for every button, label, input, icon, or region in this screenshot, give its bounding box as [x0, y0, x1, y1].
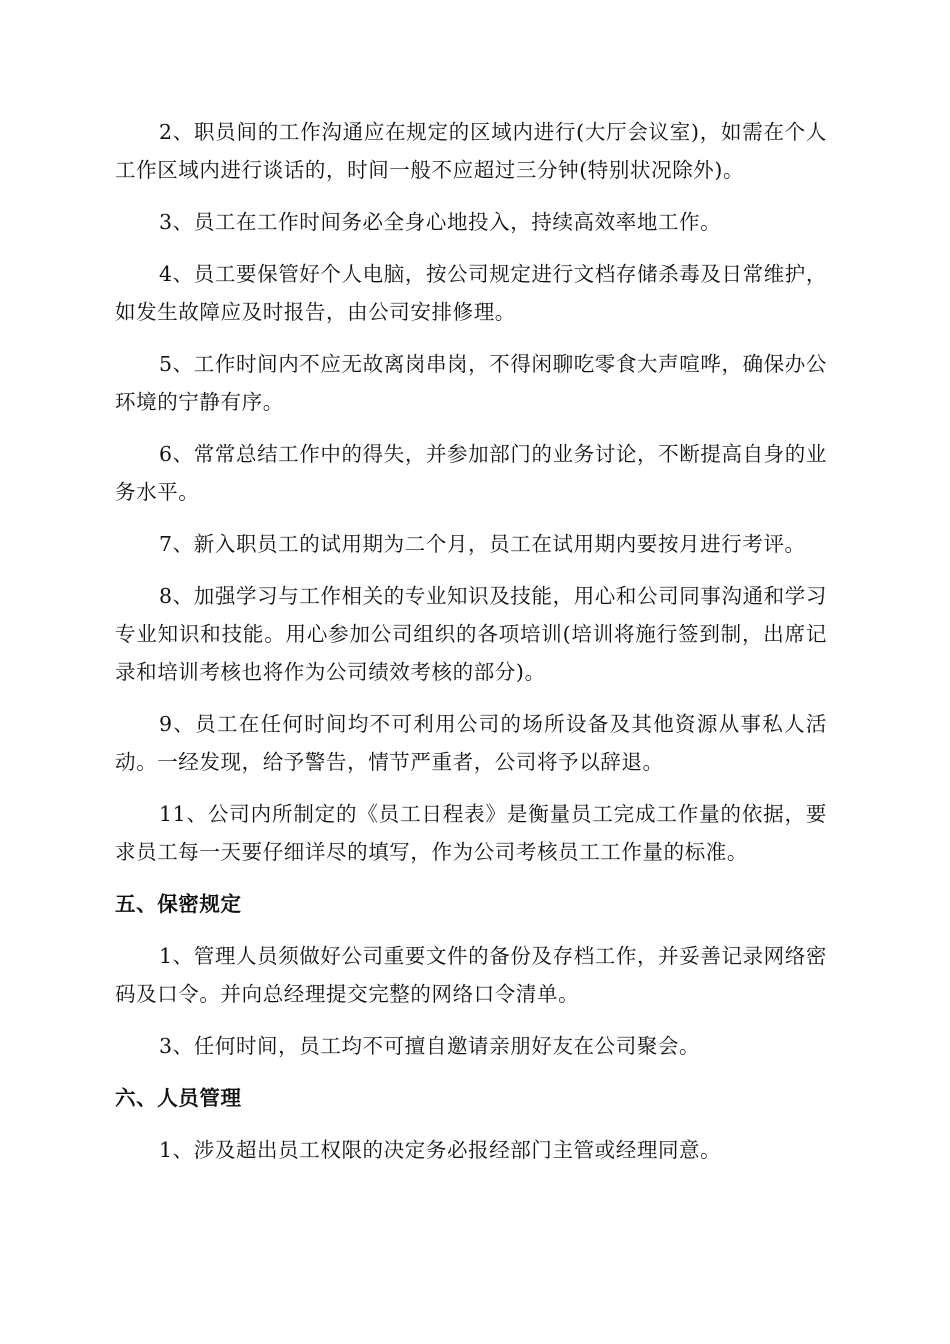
section-heading-confidentiality: 五、保密规定 — [115, 892, 242, 916]
paragraph-no-gatherings: 3、任何时间，员工均不可擅自邀请亲朋好友在公司聚会。 — [159, 1034, 701, 1058]
paragraph-computer-care: 4、员工要保管好个人电脑，按公司规定进行文档存储杀毒及日常维护，如发生故障应及时报告，由公司安排修理。 — [115, 262, 827, 324]
paragraph-no-leaving-post: 5、工作时间内不应无故离岗串岗，不得闲聊吃零食大声喧哗，确保办公环境的宁静有序。 — [115, 352, 827, 414]
paragraph-authority-approval: 1、涉及超出员工权限的决定务必报经部门主管或经理同意。 — [159, 1138, 722, 1162]
paragraph-probation-period: 7、新入职员工的试用期为二个月，员工在试用期内要按月进行考评。 — [159, 532, 806, 556]
paragraph-backup-passwords: 1、管理人员须做好公司重要文件的备份及存档工作，并妥善记录网络密码及口令。并向总经理提交完整的网络口令清单。 — [115, 944, 827, 1006]
paragraph-work-focus: 3、员工在工作时间务必全身心地投入，持续高效率地工作。 — [159, 210, 722, 234]
document-body — [115, 113, 827, 1183]
paragraph-communication-area: 2、职员间的工作沟通应在规定的区域内进行(大厅会议室)，如需在个人工作区域内进行谈话的，时间一般不应超过三分钟(特别状况除外)。 — [115, 120, 827, 182]
paragraph-schedule-table: 11、公司内所制定的《员工日程表》是衡量员工完成工作量的依据，要求员工每一天要仔细详尽的填写，作为公司考核员工工作量的标准。 — [115, 802, 827, 864]
section-heading-personnel: 六、人员管理 — [115, 1086, 242, 1110]
paragraph-no-private-use: 9、员工在任何时间均不可利用公司的场所设备及其他资源从事私人活动。一经发现，给予警告，情节严重者，公司将予以辞退。 — [115, 712, 827, 774]
paragraph-summarize-work: 6、常常总结工作中的得失，并参加部门的业务讨论，不断提高自身的业务水平。 — [115, 442, 827, 504]
paragraph-training: 8、加强学习与工作相关的专业知识及技能，用心和公司同事沟通和学习专业知识和技能。用心参加公司组织的各项培训(培训将施行签到制，出席记录和培训考核也将作为公司绩效考核的部分)。 — [115, 584, 827, 684]
